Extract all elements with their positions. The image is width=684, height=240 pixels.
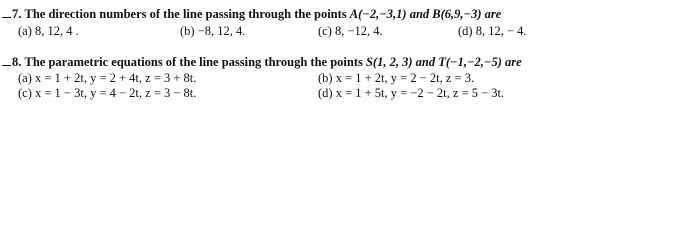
question-text: The direction numbers of the line passing through the points	[24, 7, 347, 21]
option-label: (a)	[18, 71, 32, 85]
option-value: x = 1 + 2t, y = 2 − 2t, z = 3.	[335, 71, 475, 85]
question-number: 8.	[12, 55, 22, 69]
answer-blank	[2, 8, 11, 18]
option-c	[318, 24, 383, 38]
option-label: (a)	[18, 24, 32, 38]
option-c	[18, 86, 196, 100]
question-text: The parametric equations of the line passing through the points	[24, 55, 363, 69]
option-b	[318, 71, 474, 85]
option-d	[318, 86, 504, 100]
question-points: S(1, 2, 3) and T(−1,−2,−5) are	[365, 55, 522, 69]
question-number: 7.	[12, 7, 22, 21]
question-sheet	[0, 0, 684, 106]
option-label: (d)	[458, 24, 473, 38]
option-value: −8, 12, 4.	[197, 24, 246, 38]
option-label: (d)	[318, 86, 333, 100]
option-value: 8, 12, − 4.	[475, 24, 527, 38]
option-a	[18, 24, 79, 38]
option-b	[180, 24, 245, 38]
option-value: x = 1 − 3t, y = 4 − 2t, z = 3 − 8t.	[35, 86, 197, 100]
question-7-stem	[2, 7, 501, 21]
option-label: (c)	[18, 86, 32, 100]
option-label: (c)	[318, 24, 332, 38]
option-value: x = 1 + 2t, y = 2 + 4t, z = 3 + 8t.	[35, 71, 197, 85]
option-a	[18, 71, 196, 85]
option-value: x = 1 + 5t, y = −2 − 2t, z = 5 − 3t.	[335, 86, 505, 100]
option-label: (b)	[180, 24, 195, 38]
option-label: (b)	[318, 71, 333, 85]
answer-blank	[2, 56, 11, 66]
question-8-stem	[2, 55, 522, 69]
option-value: 8, −12, 4.	[335, 24, 383, 38]
option-d	[458, 24, 527, 38]
option-value: 8, 12, 4 .	[35, 24, 79, 38]
question-points: A(−2,−3,1) and B(6,9,−3) are	[349, 7, 502, 21]
